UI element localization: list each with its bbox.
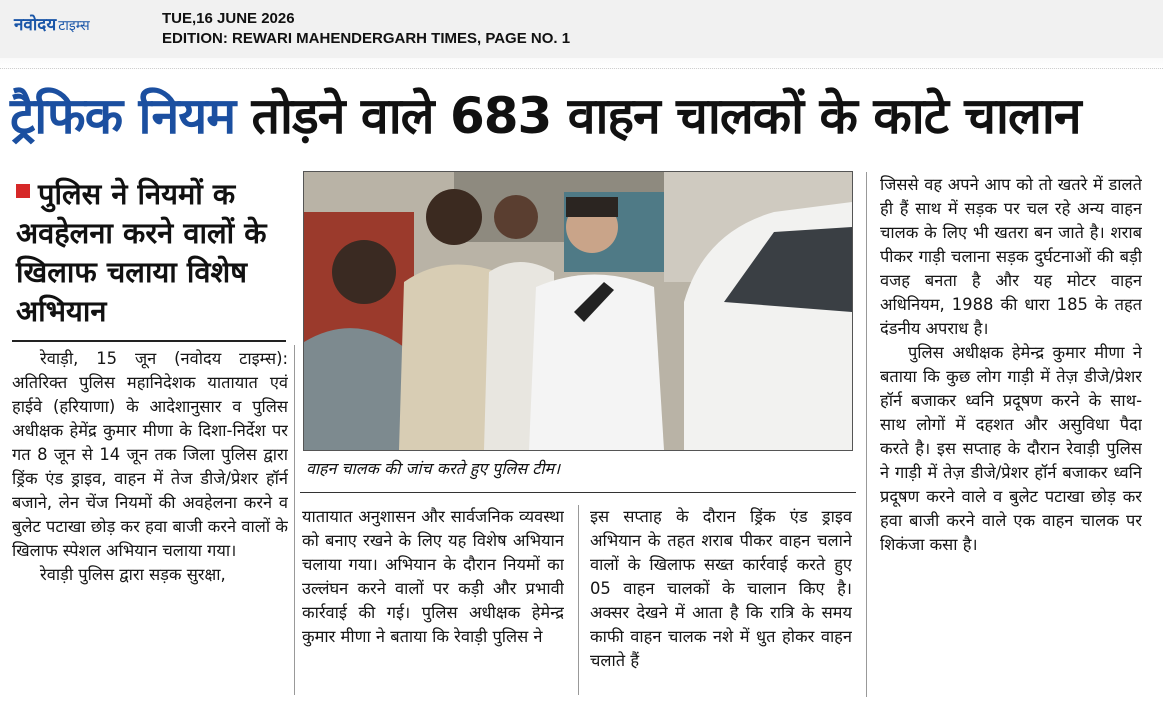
headline-highlight: ट्रैफिक नियम	[10, 87, 236, 145]
article-headline	[10, 70, 1160, 162]
column-paragraph: रेवाड़ी पुलिस द्वारा सड़क सुरक्षा,	[40, 565, 226, 584]
article-column-2	[302, 505, 564, 695]
logo-sub-text: टाइम्स	[58, 18, 90, 34]
logo-main-text: नवोदय	[14, 15, 57, 35]
column-divider	[578, 505, 579, 695]
column-paragraph: रेवाड़ी, 15 जून (नवोदय टाइम्स): अतिरिक्त पुलिस महानिदेशक यातायात एवं हाईवे (हरियाणा) के आदेशानुसार व पुलिस अधीक्षक हेमेंद्र कुमार मीणा के दिशा-निर्देश पर गत 8 जून से 14 जून तक जिला पुलिस द्वारा ड्रिंक एंड ड्राइव, वाहन में तेज डीजे/प्रेशर हॉर्न बजाने, लेन चेंज नियमों की अवहेलना करने व बुलेट पटाखा छोड़ कर हवा बाजी करने वालों के खिलाफ स्पेशल अभियान चलाया गया।	[12, 349, 288, 560]
edition-date: TUE,16 JUNE 2026	[162, 10, 295, 27]
article-column-3	[590, 505, 852, 695]
headline-rest: तोड़ने वाले 683 वाहन चालकों के काटे चालान	[251, 87, 1081, 145]
red-square-bullet-icon	[16, 184, 30, 198]
subhead-divider	[12, 340, 286, 342]
article-column-4	[880, 173, 1142, 695]
subhead-text: पुलिस ने नियमों क अवहेलना करने वालों के खिलाफ चलाया विशेष अभियान	[16, 177, 267, 328]
clipping-edge	[0, 58, 1163, 69]
column-paragraph: यातायात अनुशासन और सार्वजनिक व्यवस्था को बनाए रखने के लिए यह विशेष अभियान चलाया गया। अभियान के दौरान नियमों का उल्लंघन करने वालों पर कड़ी और प्रभावी कार्रवाई की गई। पुलिस अधीक्षक हेमेन्द्र कुमार मीणा ने बताया कि रेवाड़ी पुलिस ने	[302, 507, 564, 646]
column-paragraph: पुलिस अधीक्षक हेमेन्द्र कुमार मीणा ने बताया कि कुछ लोग गाड़ी में तेज़ डीजे/प्रेशर हॉर्न बजाकर ध्वनि प्रदूषण करने के साथ-साथ लोगों में दहशत और असुविधा पैदा करते है। इस सप्ताह के दौरान रेवाड़ी पुलिस ने गाड़ी में तेज़ डीजे/प्रेशर हॉर्न बजाकर ध्वनि प्रदूषण करने वाले व बुलेट पटाखा छोड़ कर हवा बाजी करने वाले एक वाहन चालक पर शिकंजा कसा है।	[880, 343, 1142, 554]
column-paragraph: जिससे वह अपने आप को तो खतरे में डालते ही हैं साथ में सड़क पर चल रहे अन्य वाहन चालक के लिए भी खतरा बन जाते है। शराब पीकर गाड़ी चलाना सड़क दुर्घटनाओं की बड़ी वजह बनता है और यह मोटर वाहन अधिनियम, 1988 की धारा 185 के तहत दंडनीय अपराध है।	[880, 175, 1142, 338]
column-divider	[294, 345, 295, 695]
column-divider	[866, 172, 867, 697]
newspaper-logo[interactable]	[14, 12, 90, 35]
caption-divider	[300, 492, 856, 493]
photo-caption: वाहन चालक की जांच करते हुए पुलिस टीम।	[306, 459, 561, 478]
edition-info	[162, 9, 570, 49]
article-subhead	[16, 175, 286, 331]
article-column-1	[12, 347, 288, 691]
article-photo	[303, 171, 853, 451]
column-paragraph: इस सप्ताह के दौरान ड्रिंक एंड ड्राइव अभियान के तहत शराब पीकर वाहन चलाने वालों के खिलाफ सख्त कार्रवाई करते हुए 05 वाहन चालकों के चालान किए है। अक्सर देखने में आता है कि रात्रि के समय काफी वाहन चालक नशे में धुत होकर वाहन चलाते हैं	[590, 507, 852, 670]
edition-header-bar	[0, 0, 1163, 58]
edition-name: EDITION: REWARI MAHENDERGARH TIMES, PAGE NO. 1	[162, 30, 571, 47]
